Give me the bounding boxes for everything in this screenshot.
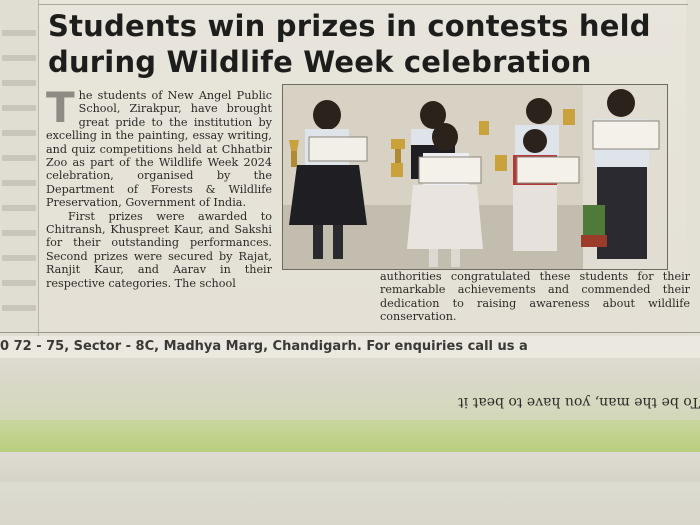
article-column-left <box>46 83 272 290</box>
footer-address-line: 0 72 - 75, Sector - 8C, Madhya Marg, Chandigarh. For enquiries call us a <box>0 336 700 358</box>
top-rule <box>38 4 688 5</box>
paragraph-1 <box>46 83 272 210</box>
drop-cap: T <box>46 83 75 132</box>
paper-lower-band <box>0 452 700 482</box>
headline-line-2: during Wildlife Week celebration <box>48 45 592 79</box>
paragraph-1-text: he students of New Angel Public School, Zirakpur, have brought great pride to the institution by excelling in the painting, essay writing, and quiz competitions held at Chhatbir Zoo as part of the Wildlife Week 2024 celebration, organised by the Department of Forests & Wildlife Preservation, Government of India. <box>46 89 272 210</box>
paragraph-2-continued: authorities congratulated these students for their remarkable achievements and commended their dedication to raising awareness about wildlife conservation. <box>380 270 690 324</box>
article-headline <box>48 8 678 80</box>
headline-line-1: Students win prizes in contests held <box>48 9 651 43</box>
paragraph-2: First prizes were awarded to Chitransh, Khuspreet Kaur, and Sakshi for their outstanding performances. Second prizes were secured by Rajat, Ranjit Kaur, and Aarav in their respective categories. The school <box>46 209 272 290</box>
article-photo <box>282 84 668 270</box>
adjacent-column-fragment <box>0 0 39 345</box>
paper-fold-band <box>0 420 700 452</box>
article-column-right <box>380 270 690 324</box>
reverse-side-print: To be the man, you have to beat it <box>458 394 700 410</box>
footer-rule <box>0 332 700 333</box>
students-with-trophies-photo <box>283 85 667 269</box>
